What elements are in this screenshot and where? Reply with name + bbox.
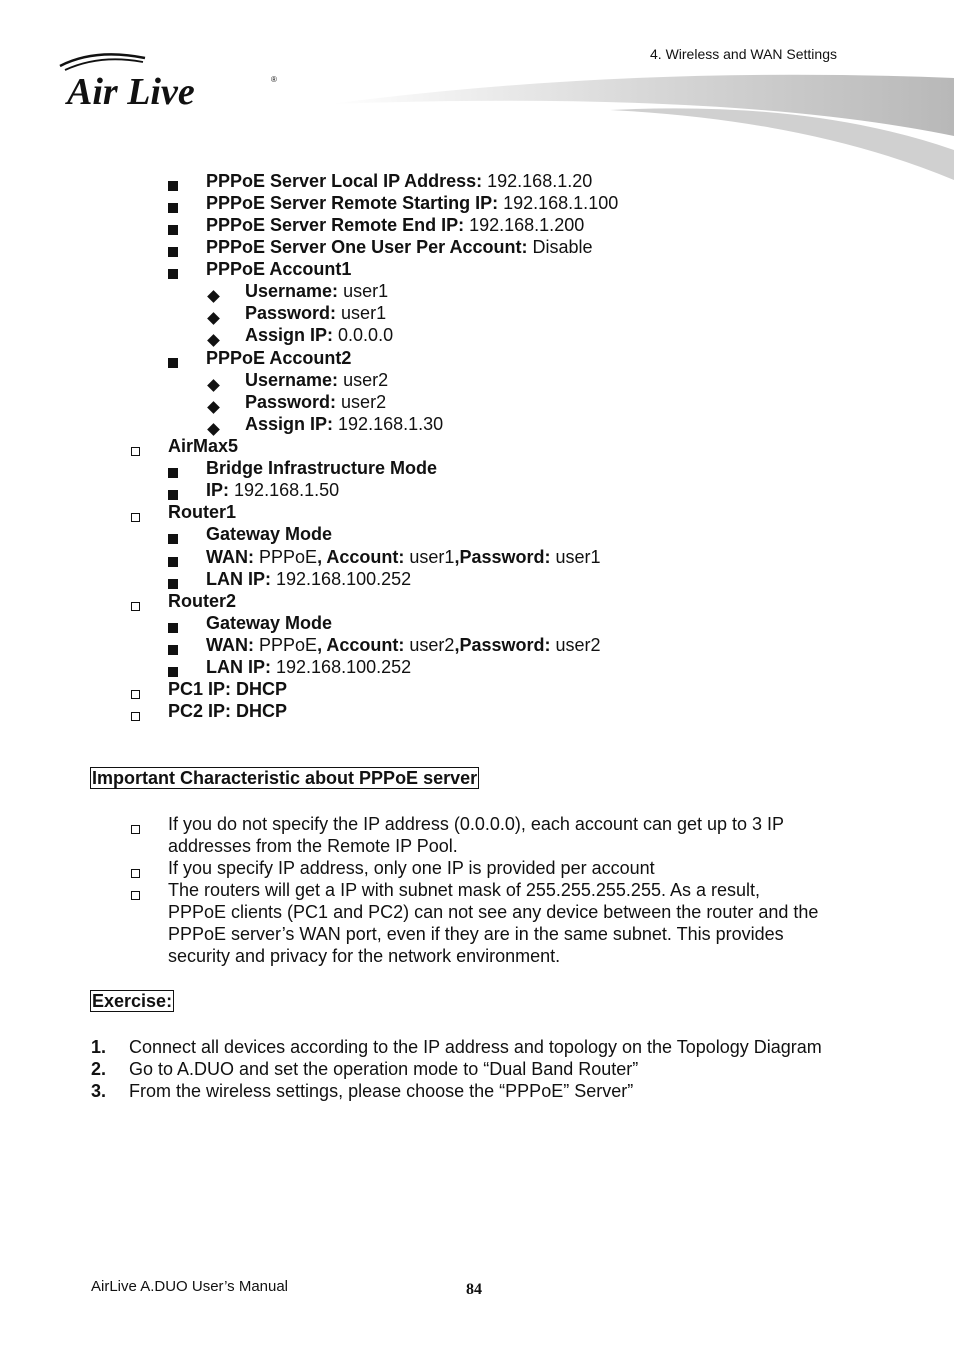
square-bullet-icon: [168, 554, 178, 570]
checkbox-bullet-icon: [131, 708, 140, 724]
square-bullet-icon: [168, 200, 178, 216]
square-bullet-icon: [168, 244, 178, 260]
airmax5: AirMax5: [168, 436, 239, 456]
square-bullet-icon: [168, 620, 178, 636]
acc2-username: Username: user2: [245, 370, 389, 390]
checkbox-bullet-icon: [131, 865, 140, 881]
important-point-3-line4: security and privacy for the network environment.: [168, 946, 561, 966]
acc2-password: Password: user2: [245, 392, 387, 412]
manual-title: AirLive A.DUO User’s Manual: [91, 1278, 289, 1295]
pppoe-local-ip: PPPoE Server Local IP Address: 192.168.1.20: [206, 171, 593, 191]
bridge-mode: Bridge Infrastructure Mode: [206, 458, 438, 478]
square-bullet-icon: [168, 465, 178, 481]
exercise-heading: Exercise:: [92, 991, 173, 1011]
important-point-1-line1: If you do not specify the IP address (0.0.0.0), each account can get up to 3 IP: [168, 814, 785, 834]
important-point-1-line2: addresses from the Remote IP Pool.: [168, 836, 458, 856]
diamond-bullet-icon: [209, 399, 218, 415]
router2: Router2: [168, 591, 237, 611]
pppoe-account2: PPPoE Account2: [206, 348, 352, 368]
square-bullet-icon: [168, 355, 178, 371]
important-point-3-line3: PPPoE server’s WAN port, even if they are in the same subnet. This provides: [168, 924, 784, 944]
acc2-assign-ip: Assign IP: 192.168.1.30: [245, 414, 444, 434]
square-bullet-icon: [168, 531, 178, 547]
diamond-bullet-icon: [209, 310, 218, 326]
logo-text: Air Live: [67, 71, 195, 113]
checkbox-bullet-icon: [131, 443, 140, 459]
pppoe-account1: PPPoE Account1: [206, 259, 352, 279]
step-text: From the wireless settings, please choose the “PPPoE” Server”: [129, 1081, 634, 1101]
acc1-username: Username: user1: [245, 281, 389, 301]
r2-wan: WAN: PPPoE, Account: user2,Password: user2: [206, 635, 601, 655]
checkbox-bullet-icon: [131, 686, 140, 702]
important-heading: Important Characteristic about PPPoE server: [92, 768, 478, 788]
important-point-3-line2: PPPoE clients (PC1 and PC2) can not see any device between the router and the: [168, 902, 819, 922]
acc1-assign-ip: Assign IP: 0.0.0.0: [245, 325, 394, 345]
svg-text:®: ®: [271, 75, 277, 84]
pc2-ip: PC2 IP: DHCP: [168, 701, 288, 721]
diamond-bullet-icon: [209, 332, 218, 348]
square-bullet-icon: [168, 222, 178, 238]
router1: Router1: [168, 502, 237, 522]
r1-lan-ip: LAN IP: 192.168.100.252: [206, 569, 412, 589]
checkbox-bullet-icon: [131, 887, 140, 903]
important-point-2: If you specify IP address, only one IP is provided per account: [168, 858, 655, 878]
diamond-bullet-icon: [209, 288, 218, 304]
square-bullet-icon: [168, 178, 178, 194]
checkbox-bullet-icon: [131, 598, 140, 614]
important-point-3-line1: The routers will get a IP with subnet mask of 255.255.255.255. As a result,: [168, 880, 761, 900]
airlive-logo: [55, 48, 285, 118]
r1-gateway-mode: Gateway Mode: [206, 524, 333, 544]
section-title: 4. Wireless and WAN Settings: [650, 46, 837, 62]
pppoe-remote-end: PPPoE Server Remote End IP: 192.168.1.200: [206, 215, 585, 235]
diamond-bullet-icon: [209, 377, 218, 393]
page-number: 84: [466, 1281, 482, 1298]
acc1-password: Password: user1: [245, 303, 387, 323]
step-number: 1.: [91, 1037, 107, 1057]
pc1-ip: PC1 IP: DHCP: [168, 679, 288, 699]
pppoe-one-user: PPPoE Server One User Per Account: Disable: [206, 237, 593, 257]
step-text: Go to A.DUO and set the operation mode to “Dual Band Router”: [129, 1059, 639, 1079]
r2-gateway-mode: Gateway Mode: [206, 613, 333, 633]
pppoe-remote-start: PPPoE Server Remote Starting IP: 192.168.1.100: [206, 193, 619, 213]
step-number: 2.: [91, 1059, 107, 1079]
checkbox-bullet-icon: [131, 821, 140, 837]
step-number: 3.: [91, 1081, 107, 1101]
r2-lan-ip: LAN IP: 192.168.100.252: [206, 657, 412, 677]
checkbox-bullet-icon: [131, 509, 140, 525]
step-text: Connect all devices according to the IP address and topology on the Topology Diagram: [129, 1037, 822, 1057]
airmax5-ip: IP: 192.168.1.50: [206, 480, 340, 500]
square-bullet-icon: [168, 642, 178, 658]
square-bullet-icon: [168, 266, 178, 282]
r1-wan: WAN: PPPoE, Account: user1,Password: user1: [206, 547, 601, 567]
